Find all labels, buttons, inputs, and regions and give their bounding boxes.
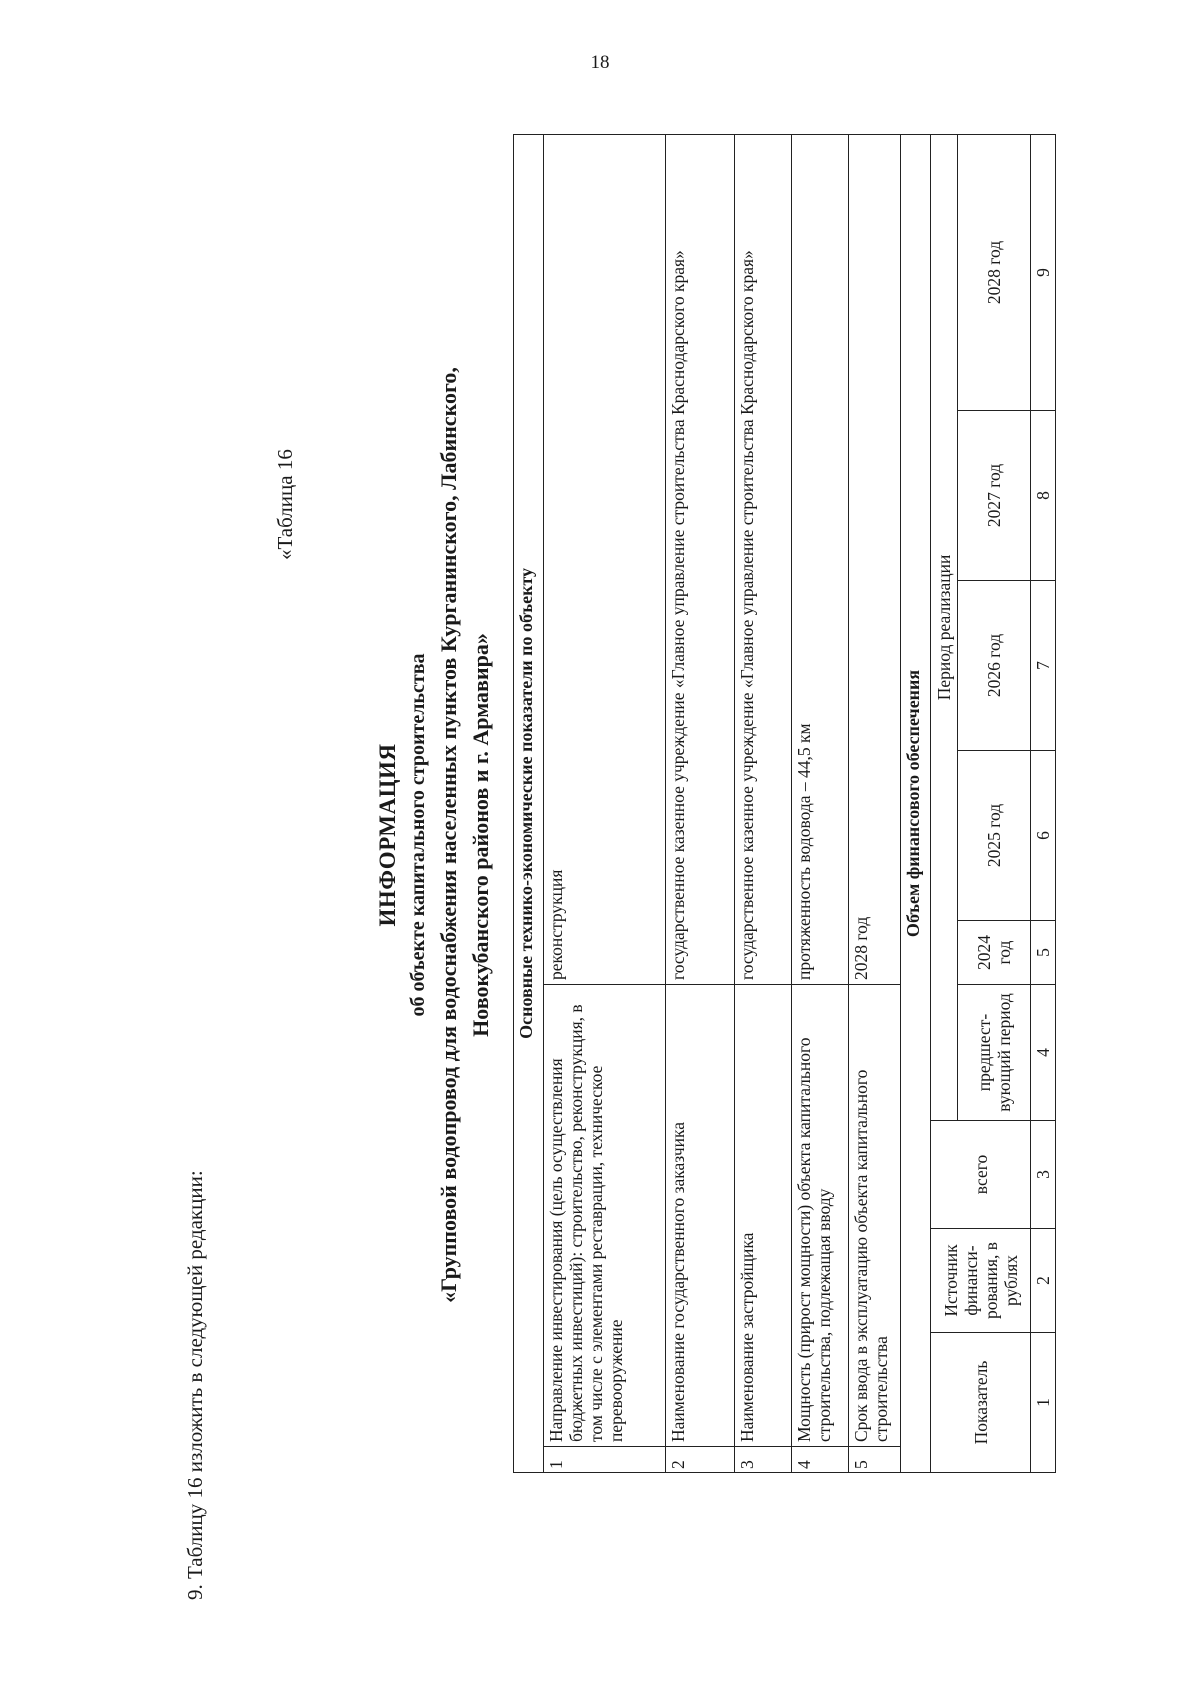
info-table-container <box>513 135 1083 1473</box>
header-previous-period: предшест-вующий период <box>958 985 1031 1121</box>
heading-object-line1: «Групповой водопровод для водоснабжения населенных пунктов Курганинского, Лабинского, <box>436 367 461 1303</box>
row-number: 5 <box>849 1447 901 1473</box>
section-indicators-title: Основные технико-экономические показатели по объекту <box>514 134 544 1472</box>
row-number: 2 <box>666 1447 735 1473</box>
indicator-label: Мощность (прирост мощности) объекта капитального строительства, подлежащая вводу <box>792 985 849 1447</box>
table-row <box>792 134 849 1472</box>
header-year-2024: 2024 год <box>958 921 1031 985</box>
column-number: 5 <box>1031 921 1056 985</box>
heading-object-line2: Новокубанского районов и г. Армавира» <box>468 633 493 1037</box>
header-source: Источник финанси-рования, в рублях <box>931 1229 1031 1333</box>
header-indicator: Показатель <box>931 1333 1031 1473</box>
indicator-value: 2028 год <box>849 134 901 984</box>
row-number: 3 <box>735 1447 792 1473</box>
column-number: 9 <box>1031 134 1056 410</box>
heading-subtitle: об объекте капитального строительства <box>407 653 429 1017</box>
row-number: 1 <box>544 1447 666 1473</box>
column-number: 2 <box>1031 1229 1056 1333</box>
column-number: 6 <box>1031 751 1056 921</box>
header-total: всего <box>931 1121 1031 1229</box>
header-year-2026: 2026 год <box>958 581 1031 751</box>
table-row <box>666 134 735 1472</box>
page-number: 18 <box>590 52 610 73</box>
indicator-label: Наименование государственного заказчика <box>666 985 735 1447</box>
info-table <box>513 134 1056 1473</box>
heading-title: ИНФОРМАЦИЯ <box>375 743 400 927</box>
column-number: 8 <box>1031 411 1056 581</box>
table-row <box>544 134 666 1472</box>
document-heading <box>372 185 497 1485</box>
table-row <box>849 134 901 1472</box>
row-number: 4 <box>792 1447 849 1473</box>
header-period-group: Период реализации <box>931 134 958 1120</box>
column-number: 7 <box>1031 581 1056 751</box>
header-year-2027: 2027 год <box>958 411 1031 581</box>
section-finance-title: Объем финансового обеспечения <box>901 134 931 1472</box>
table-label: «Таблица 16 <box>273 449 297 560</box>
column-number: 1 <box>1031 1333 1056 1473</box>
indicator-label: Направление инвестирования (цель осуществления бюджетных инвестиций): строительство, реконструкция, в том числе с элементами реставрации, техническое перевооружение <box>544 985 666 1447</box>
column-number: 3 <box>1031 1121 1056 1229</box>
indicator-value: государственное казенное учреждение «Главное управление строительства Краснодарского края» <box>666 134 735 984</box>
intro-text: 9. Таблицу 16 изложить в следующей редакции: <box>183 1170 207 1600</box>
column-number-row <box>1031 134 1056 1472</box>
column-number: 4 <box>1031 985 1056 1121</box>
indicator-value: реконструкция <box>544 134 666 984</box>
header-year-2028: 2028 год <box>958 134 1031 410</box>
indicator-value: протяженность водовода – 44,5 км <box>792 134 849 984</box>
indicator-label: Наименование застройщика <box>735 985 792 1447</box>
indicator-value: государственное казенное учреждение «Главное управление строительства Краснодарского края» <box>735 134 792 984</box>
indicator-label: Срок ввода в эксплуатацию объекта капитального строительства <box>849 985 901 1447</box>
header-year-2025: 2025 год <box>958 751 1031 921</box>
table-row <box>735 134 792 1472</box>
